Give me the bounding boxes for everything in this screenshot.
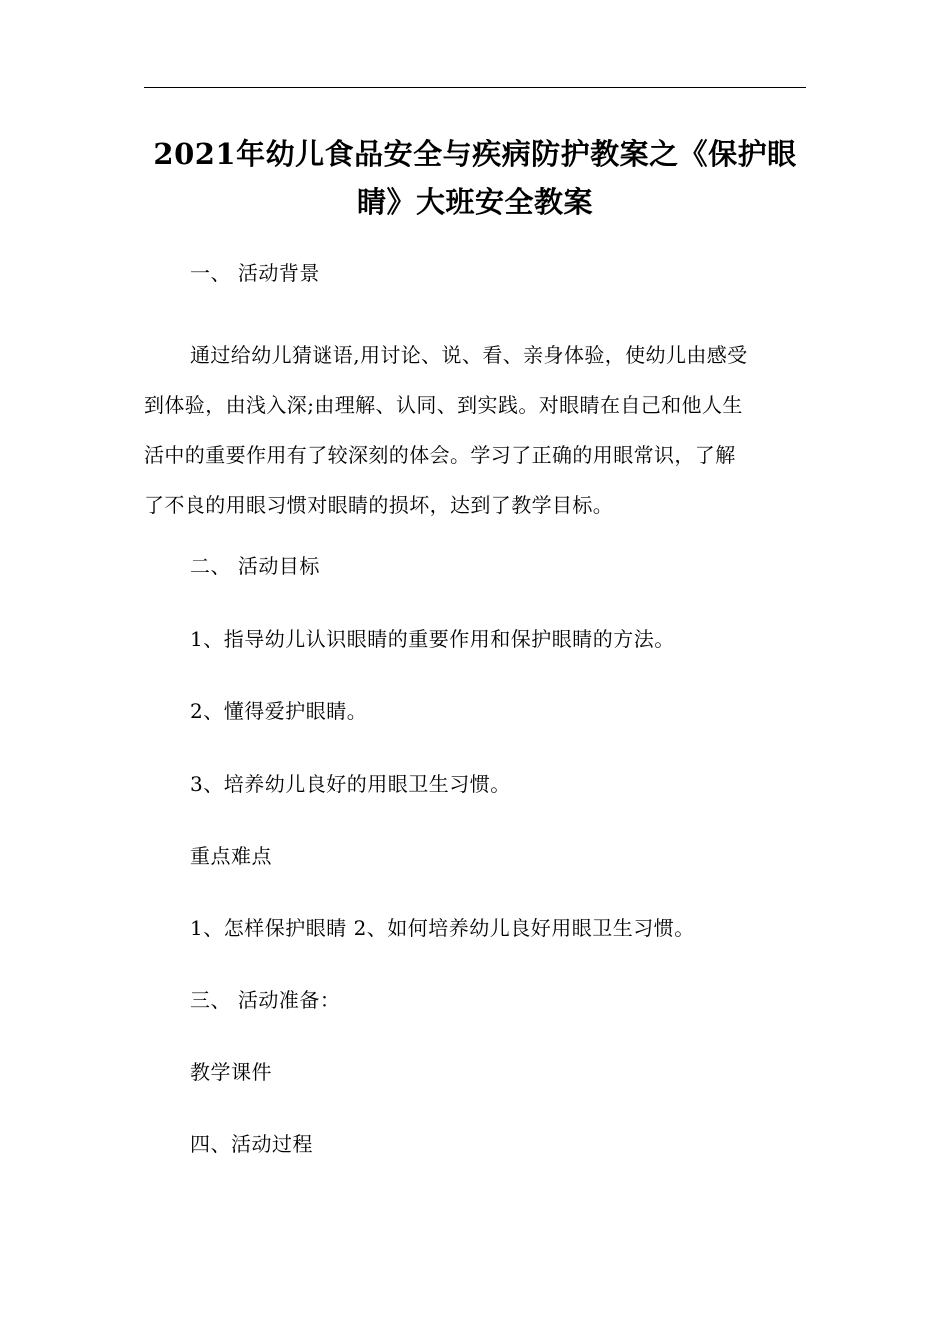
section-heading-goals: 二、 活动目标 bbox=[190, 554, 320, 578]
paragraph-line: 了不良的用眼习惯对眼睛的损坏，达到了教学目标。 bbox=[144, 493, 614, 517]
section-heading-process: 四、活动过程 bbox=[190, 1132, 313, 1156]
section-heading-background: 一、 活动背景 bbox=[190, 261, 320, 285]
title-line-1: 2021年幼儿食品安全与疾病防护教案之《保护眼 bbox=[153, 137, 797, 171]
title-line-2: 睛》大班安全教案 bbox=[356, 185, 593, 219]
document-title bbox=[144, 130, 806, 226]
preparation-item: 教学课件 bbox=[190, 1060, 272, 1084]
key-points-heading: 重点难点 bbox=[190, 844, 272, 868]
goal-item: 2、懂得爱护眼睛。 bbox=[190, 699, 368, 723]
paragraph-line: 通过给幼儿猜谜语,用讨论、说、看、亲身体验，使幼儿由感受 bbox=[190, 343, 748, 367]
paragraph-line: 活中的重要作用有了较深刻的体会。学习了正确的用眼常识，了解 bbox=[144, 443, 736, 467]
key-points-text: 1、怎样保护眼睛 2、如何培养幼儿良好用眼卫生习惯。 bbox=[190, 916, 695, 940]
background-paragraph bbox=[144, 330, 806, 530]
goal-item: 1、指导幼儿认识眼睛的重要作用和保护眼睛的方法。 bbox=[190, 627, 675, 651]
paragraph-line: 到体验，由浅入深;由理解、认同、到实践。对眼睛在自己和他人生 bbox=[144, 393, 743, 417]
goal-item: 3、培养幼儿良好的用眼卫生习惯。 bbox=[190, 772, 511, 796]
section-heading-preparation: 三、 活动准备： bbox=[190, 988, 341, 1012]
header-rule bbox=[144, 87, 806, 88]
